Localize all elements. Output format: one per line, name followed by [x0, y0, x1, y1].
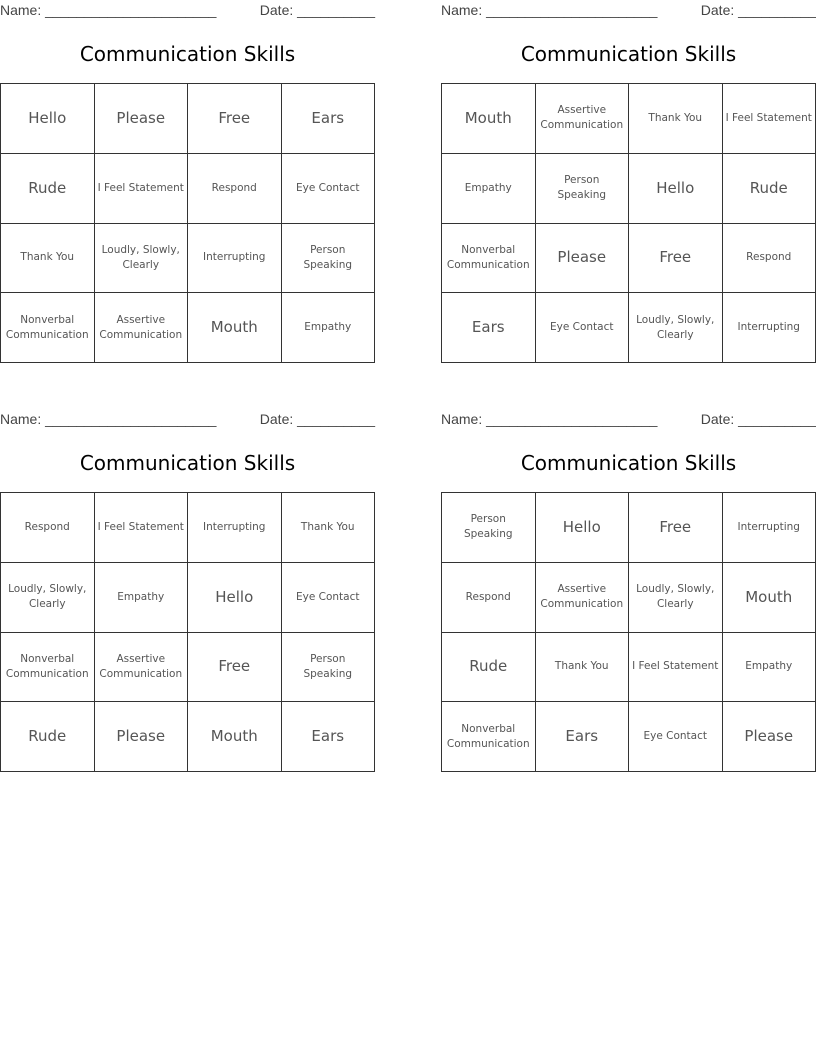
card-title: Communication Skills [79, 42, 296, 66]
bingo-cell: Eye Contact [282, 154, 376, 224]
date-field-label: Date: __________ [259, 2, 375, 18]
bingo-cell: Nonverbal Communication [1, 293, 95, 363]
bingo-cell: Assertive Communication [95, 633, 189, 703]
bingo-cell: Rude [1, 702, 95, 772]
bingo-cell: Loudly, Slowly, Clearly [95, 224, 189, 294]
bingo-cell: Mouth [188, 702, 282, 772]
bingo-cell: I Feel Statement [723, 84, 816, 154]
card-title: Communication Skills [520, 42, 737, 66]
bingo-cell: Empathy [282, 293, 376, 363]
bingo-cell: Person Speaking [442, 493, 536, 563]
bingo-cell: Please [95, 84, 189, 154]
name-date-line [441, 411, 816, 429]
bingo-cell: Person Speaking [536, 154, 630, 224]
bingo-card-2 [441, 0, 816, 375]
bingo-cell: Rude [442, 633, 536, 703]
bingo-cell: Loudly, Slowly, Clearly [629, 293, 723, 363]
date-field-label: Date: __________ [259, 411, 375, 427]
bingo-card-4 [441, 409, 816, 784]
bingo-cell: Respond [442, 563, 536, 633]
bingo-cell: Hello [629, 154, 723, 224]
bingo-cell: Thank You [282, 493, 376, 563]
bingo-grid [0, 492, 375, 772]
bingo-cell: Respond [188, 154, 282, 224]
bingo-cell: Hello [188, 563, 282, 633]
bingo-cell: Free [629, 493, 723, 563]
bingo-cell: Empathy [723, 633, 816, 703]
bingo-cell: Ears [536, 702, 630, 772]
bingo-cell: Rude [1, 154, 95, 224]
bingo-cell: Loudly, Slowly, Clearly [1, 563, 95, 633]
bingo-cell: Person Speaking [282, 633, 376, 703]
bingo-cell: I Feel Statement [95, 493, 189, 563]
bingo-cell: I Feel Statement [95, 154, 189, 224]
bingo-cell: Please [95, 702, 189, 772]
bingo-cell: Eye Contact [282, 563, 376, 633]
bingo-cell: Person Speaking [282, 224, 376, 294]
bingo-cell: Empathy [95, 563, 189, 633]
bingo-cell: I Feel Statement [629, 633, 723, 703]
bingo-cell: Nonverbal Communication [1, 633, 95, 703]
name-field-label: Name: ______________________ [0, 2, 217, 18]
bingo-cell: Ears [282, 84, 376, 154]
bingo-cell: Free [188, 84, 282, 154]
bingo-cell: Eye Contact [629, 702, 723, 772]
bingo-cell: Assertive Communication [536, 84, 630, 154]
bingo-cell: Respond [723, 224, 816, 294]
bingo-cell: Mouth [442, 84, 536, 154]
bingo-cell: Nonverbal Communication [442, 702, 536, 772]
bingo-cell: Assertive Communication [95, 293, 189, 363]
bingo-cell: Free [188, 633, 282, 703]
bingo-cell: Please [536, 224, 630, 294]
card-title: Communication Skills [520, 451, 737, 475]
bingo-cell: Thank You [1, 224, 95, 294]
bingo-cell: Ears [442, 293, 536, 363]
bingo-cell: Loudly, Slowly, Clearly [629, 563, 723, 633]
card-title: Communication Skills [79, 451, 296, 475]
bingo-grid [0, 83, 375, 363]
date-field-label: Date: __________ [700, 2, 816, 18]
bingo-card-3 [0, 409, 375, 784]
date-field-label: Date: __________ [700, 411, 816, 427]
bingo-cell: Interrupting [188, 224, 282, 294]
name-date-line [441, 2, 816, 20]
bingo-cell: Rude [723, 154, 816, 224]
name-field-label: Name: ______________________ [441, 2, 658, 18]
bingo-cell: Please [723, 702, 816, 772]
bingo-cell: Respond [1, 493, 95, 563]
bingo-cell: Eye Contact [536, 293, 630, 363]
name-field-label: Name: ______________________ [441, 411, 658, 427]
bingo-cell: Thank You [536, 633, 630, 703]
bingo-card-1 [0, 0, 375, 375]
bingo-grid [441, 83, 816, 363]
name-date-line [0, 2, 375, 20]
bingo-cell: Mouth [188, 293, 282, 363]
bingo-cell: Thank You [629, 84, 723, 154]
bingo-grid [441, 492, 816, 772]
name-field-label: Name: ______________________ [0, 411, 217, 427]
bingo-cell: Empathy [442, 154, 536, 224]
bingo-cell: Nonverbal Communication [442, 224, 536, 294]
bingo-cell: Free [629, 224, 723, 294]
bingo-cell: Ears [282, 702, 376, 772]
bingo-cell: Interrupting [188, 493, 282, 563]
name-date-line [0, 411, 375, 429]
bingo-cell: Hello [1, 84, 95, 154]
bingo-cell: Hello [536, 493, 630, 563]
bingo-cell: Interrupting [723, 293, 816, 363]
bingo-cell: Assertive Communication [536, 563, 630, 633]
bingo-cell: Mouth [723, 563, 816, 633]
bingo-cell: Interrupting [723, 493, 816, 563]
